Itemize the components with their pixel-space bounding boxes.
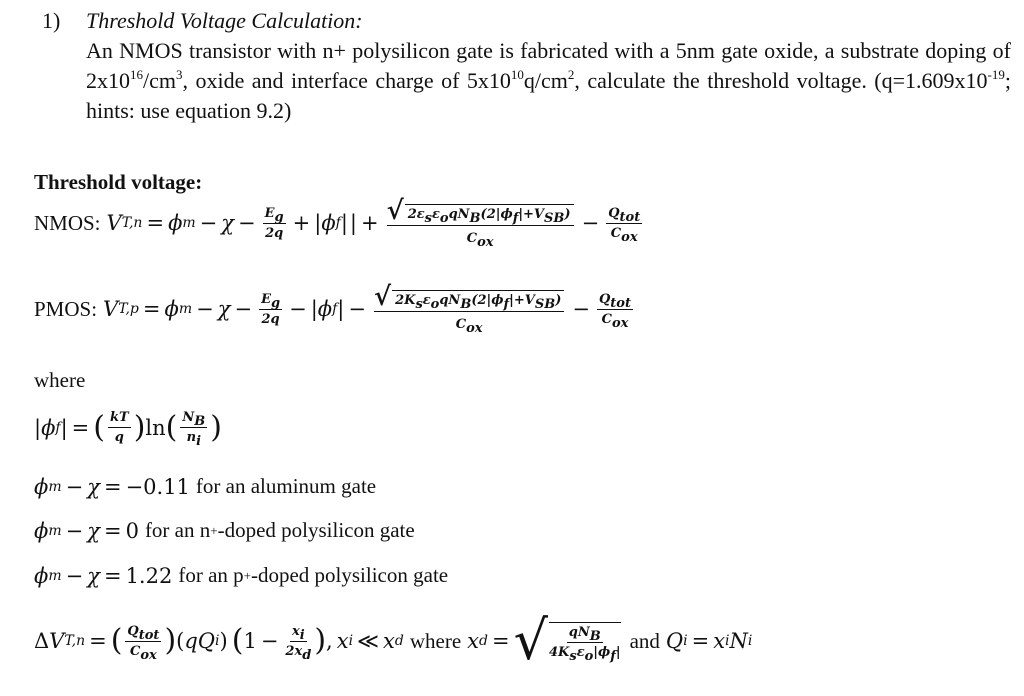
statement-text: , oxide and interface charge of 5x10 [182,68,511,93]
nmos-equation: NMOS: V T,n = ϕ m − χ − $\frac{E_g}{2q}$ + | ϕ f | | + √ $2\varepsilon_s\varepsilon_oqN_B(2|\phi_f|+V_{SB})$ $C_{ox}$ − $\frac{Q_{tot}}{C_{ox}}$ [34,196,641,250]
n-poly-value: 0 [125,518,139,543]
p-poly-gate-equation: ϕ m − χ = 1.22 for an p + -doped polysilicon gate [34,563,449,588]
and-text: and [629,628,660,653]
exponent: 16 [130,67,143,82]
n-poly-gate-equation: ϕ m − χ = 0 for an n + -doped polysilicon gate [34,518,415,543]
problem-number: 1) [42,8,61,33]
problem-statement [86,36,1011,126]
where-text: where [409,628,462,653]
n-poly-text: for an n [144,518,211,542]
where-label: where [34,368,86,392]
p-poly-text: for an p [178,563,244,587]
n-poly-text-suffix: -doped polysilicon gate [217,518,415,542]
statement-text: , calculate the threshold voltage. (q=1.609x10 [574,68,988,93]
exponent: 10 [510,67,524,82]
exponent: 2 [567,67,575,82]
pmos-label: PMOS: [34,296,98,321]
exponent: -19 [987,67,1005,82]
problem-title: Threshold Voltage Calculation: [86,8,363,33]
p-poly-value: 1.22 [125,563,173,588]
al-gate-value: −0.11 [125,474,190,499]
statement-text: ; hints: use equation 9.2) [86,68,1011,123]
al-gate-equation: ϕ m − χ = −0.11 for an aluminum gate [34,474,377,499]
nmos-label: NMOS: [34,210,101,235]
p-poly-text-suffix: -doped polysilicon gate [250,563,449,587]
delta-vt-equation: Δ V T,n = ( $\frac{Q_{tot}}{C_{ox}}$ ) ( qQ i ) ( 1 − $\frac{x_i}{2x_d}$ ) , x i ≪ x d where x d = √ $\frac{qN_B}{4K_s\varepsilon_o|\phi_f|}$ and Q i = x i N i [34,609,753,672]
problem-heading [42,6,363,36]
phi-f-equation: | ϕ f | = ( $\frac{kT}{q}$ ) ln ( $\frac{N_B}{n_i}$ ) [34,409,222,449]
statement-text: /cm [143,68,176,93]
statement-text: An NMOS transistor with n+ polysilicon gate is fabricated with a 5nm gate oxide, a substrate doping of 2x10 [86,38,1011,93]
statement-text: q/cm [523,68,568,93]
pmos-equation: PMOS: V T,p = ϕ m − χ − $\frac{E_g}{2q}$ − | ϕ f | − √ $2K_s\varepsilon_oqN_B(2|\phi_f|+V_{SB})$ $C_{ox}$ − $\frac{Q_{tot}}{C_{ox}}$ [34,282,631,336]
al-gate-text: for an aluminum gate [195,474,377,498]
exponent: 3 [176,67,183,82]
section-title: Threshold voltage: [34,170,203,194]
